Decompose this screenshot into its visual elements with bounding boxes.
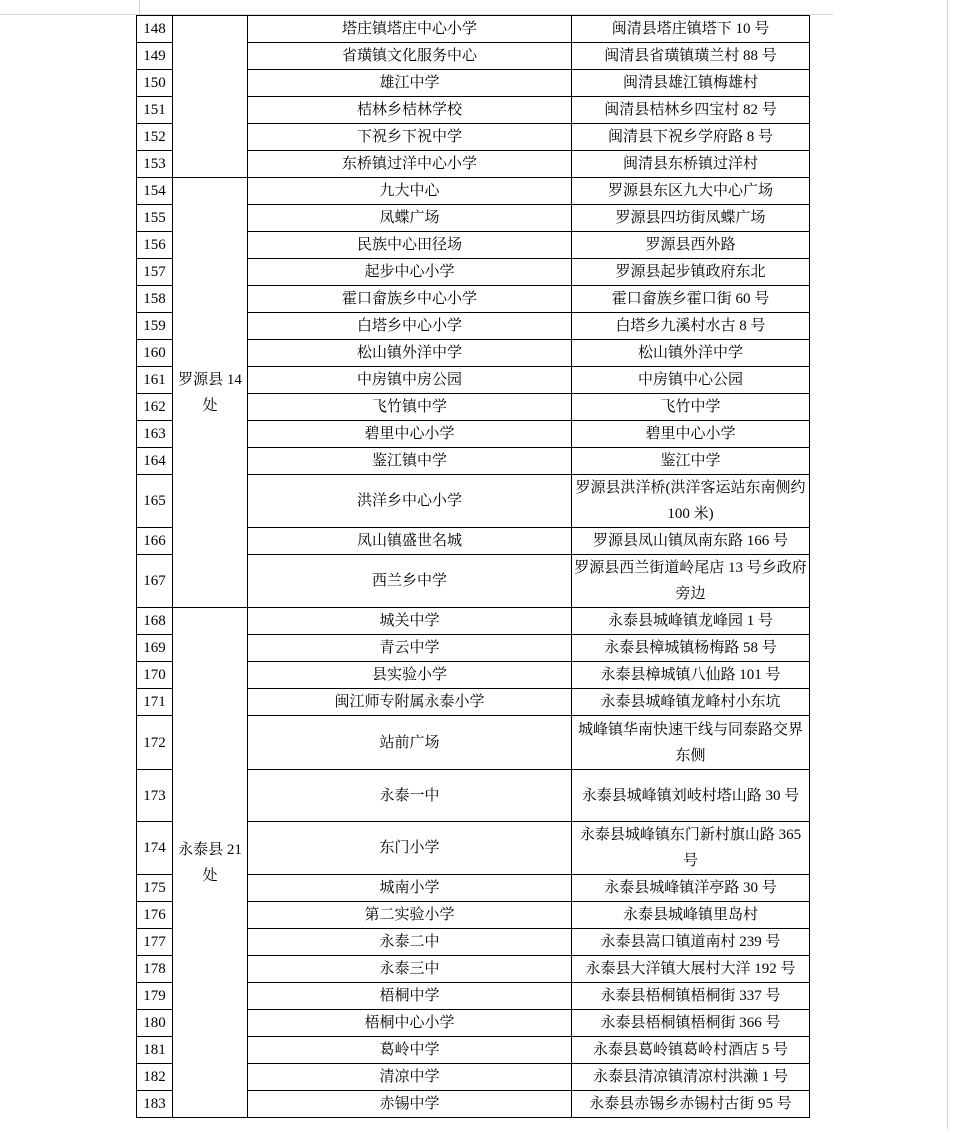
row-number-cell: 169	[137, 635, 173, 662]
site-name-cell: 赤锡中学	[248, 1091, 572, 1118]
address-cell: 永泰县大洋镇大展村大洋 192 号	[572, 956, 810, 983]
site-name-cell: 葛岭中学	[248, 1037, 572, 1064]
site-name-cell: 永泰二中	[248, 929, 572, 956]
row-number-cell: 149	[137, 43, 173, 70]
row-number-cell: 162	[137, 394, 173, 421]
site-name-cell: 县实验小学	[248, 662, 572, 689]
address-cell: 罗源县西兰街道岭尾店 13 号乡政府旁边	[572, 555, 810, 608]
site-name-cell: 松山镇外洋中学	[248, 340, 572, 367]
address-cell: 永泰县樟城镇八仙路 101 号	[572, 662, 810, 689]
row-number-cell: 151	[137, 97, 173, 124]
address-cell: 中房镇中心公园	[572, 367, 810, 394]
row-number-cell: 175	[137, 875, 173, 902]
row-number-cell: 167	[137, 555, 173, 608]
address-cell: 永泰县城峰镇刘岐村塔山路 30 号	[572, 770, 810, 822]
site-name-cell: 梧桐中学	[248, 983, 572, 1010]
address-cell: 碧里中心小学	[572, 421, 810, 448]
address-cell: 永泰县城峰镇洋亭路 30 号	[572, 875, 810, 902]
address-cell: 霍口畲族乡霍口街 60 号	[572, 286, 810, 313]
row-number-cell: 163	[137, 421, 173, 448]
site-name-cell: 清凉中学	[248, 1064, 572, 1091]
row-number-cell: 150	[137, 70, 173, 97]
row-number-cell: 166	[137, 528, 173, 555]
site-name-cell: 永泰一中	[248, 770, 572, 822]
row-number-cell: 172	[137, 716, 173, 770]
address-cell: 永泰县城峰镇里岛村	[572, 902, 810, 929]
address-cell: 永泰县城峰镇龙峰村小东坑	[572, 689, 810, 716]
address-cell: 罗源县四坊街凤蝶广场	[572, 205, 810, 232]
site-name-cell: 鉴江镇中学	[248, 448, 572, 475]
row-number-cell: 173	[137, 770, 173, 822]
row-number-cell: 154	[137, 178, 173, 205]
county-group-2	[137, 608, 810, 1118]
address-cell: 永泰县城峰镇东门新村旗山路 365 号	[572, 822, 810, 875]
site-name-cell: 省璜镇文化服务中心	[248, 43, 572, 70]
row-number-cell: 160	[137, 340, 173, 367]
row-number-cell: 176	[137, 902, 173, 929]
address-cell: 罗源县洪洋桥(洪洋客运站东南侧约 100 米)	[572, 475, 810, 528]
site-name-cell: 城关中学	[248, 608, 572, 635]
address-cell: 永泰县梧桐镇梧桐街 366 号	[572, 1010, 810, 1037]
address-cell: 鉴江中学	[572, 448, 810, 475]
row-number-cell: 177	[137, 929, 173, 956]
row-number-cell: 181	[137, 1037, 173, 1064]
row-number-cell: 161	[137, 367, 173, 394]
sites-table	[136, 15, 810, 1118]
row-number-cell: 157	[137, 259, 173, 286]
site-name-cell: 东门小学	[248, 822, 572, 875]
address-cell: 闽清县塔庄镇塔下 10 号	[572, 16, 810, 43]
gridline-artifact-tick	[139, 0, 140, 14]
site-name-cell: 永泰三中	[248, 956, 572, 983]
row-number-cell: 180	[137, 1010, 173, 1037]
site-name-cell: 白塔乡中心小学	[248, 313, 572, 340]
row-number-cell: 178	[137, 956, 173, 983]
site-name-cell: 凤蝶广场	[248, 205, 572, 232]
address-cell: 永泰县清凉镇清凉村洪濑 1 号	[572, 1064, 810, 1091]
site-name-cell: 桔林乡桔林学校	[248, 97, 572, 124]
site-name-cell: 碧里中心小学	[248, 421, 572, 448]
address-cell: 永泰县城峰镇龙峰园 1 号	[572, 608, 810, 635]
row-number-cell: 183	[137, 1091, 173, 1118]
site-name-cell: 九大中心	[248, 178, 572, 205]
address-cell: 闽清县东桥镇过洋村	[572, 151, 810, 178]
row-number-cell: 156	[137, 232, 173, 259]
address-cell: 永泰县赤锡乡赤锡村古街 95 号	[572, 1091, 810, 1118]
site-name-cell: 凤山镇盛世名城	[248, 528, 572, 555]
address-cell: 闽清县桔林乡四宝村 82 号	[572, 97, 810, 124]
site-name-cell: 闽江师专附属永泰小学	[248, 689, 572, 716]
row-number-cell: 159	[137, 313, 173, 340]
site-name-cell: 雄江中学	[248, 70, 572, 97]
row-number-cell: 164	[137, 448, 173, 475]
table-row	[137, 608, 810, 635]
address-cell: 闽清县雄江镇梅雄村	[572, 70, 810, 97]
county-group-cell: 罗源县 14 处	[173, 178, 248, 608]
table-row	[137, 16, 810, 43]
row-number-cell: 158	[137, 286, 173, 313]
site-name-cell: 西兰乡中学	[248, 555, 572, 608]
row-number-cell: 168	[137, 608, 173, 635]
site-name-cell: 下祝乡下祝中学	[248, 124, 572, 151]
address-cell: 罗源县东区九大中心广场	[572, 178, 810, 205]
address-cell: 永泰县樟城镇杨梅路 58 号	[572, 635, 810, 662]
site-name-cell: 飞竹镇中学	[248, 394, 572, 421]
site-name-cell: 青云中学	[248, 635, 572, 662]
site-name-cell: 站前广场	[248, 716, 572, 770]
site-name-cell: 梧桐中心小学	[248, 1010, 572, 1037]
site-name-cell: 民族中心田径场	[248, 232, 572, 259]
address-cell: 白塔乡九溪村水古 8 号	[572, 313, 810, 340]
site-name-cell: 起步中心小学	[248, 259, 572, 286]
address-cell: 闽清县省璜镇璜兰村 88 号	[572, 43, 810, 70]
row-number-cell: 182	[137, 1064, 173, 1091]
address-cell: 松山镇外洋中学	[572, 340, 810, 367]
address-cell: 罗源县起步镇政府东北	[572, 259, 810, 286]
site-name-cell: 洪洋乡中心小学	[248, 475, 572, 528]
site-name-cell: 城南小学	[248, 875, 572, 902]
site-name-cell: 霍口畲族乡中心小学	[248, 286, 572, 313]
gridline-artifact-right	[947, 0, 948, 1129]
address-cell: 罗源县西外路	[572, 232, 810, 259]
address-cell: 永泰县嵩口镇道南村 239 号	[572, 929, 810, 956]
county-group-1	[137, 178, 810, 608]
site-name-cell: 第二实验小学	[248, 902, 572, 929]
row-number-cell: 171	[137, 689, 173, 716]
row-number-cell: 174	[137, 822, 173, 875]
address-cell: 罗源县凤山镇凤南东路 166 号	[572, 528, 810, 555]
site-name-cell: 塔庄镇塔庄中心小学	[248, 16, 572, 43]
address-cell: 城峰镇华南快速干线与同泰路交界东侧	[572, 716, 810, 770]
county-group-cell: 永泰县 21 处	[173, 608, 248, 1118]
address-cell: 永泰县葛岭镇葛岭村酒店 5 号	[572, 1037, 810, 1064]
site-name-cell: 中房镇中房公园	[248, 367, 572, 394]
row-number-cell: 152	[137, 124, 173, 151]
site-name-cell: 东桥镇过洋中心小学	[248, 151, 572, 178]
county-group-0	[137, 16, 810, 178]
address-cell: 飞竹中学	[572, 394, 810, 421]
table-row	[137, 178, 810, 205]
row-number-cell: 148	[137, 16, 173, 43]
row-number-cell: 153	[137, 151, 173, 178]
row-number-cell: 165	[137, 475, 173, 528]
row-number-cell: 179	[137, 983, 173, 1010]
address-cell: 闽清县下祝乡学府路 8 号	[572, 124, 810, 151]
county-group-cell	[173, 16, 248, 178]
row-number-cell: 170	[137, 662, 173, 689]
address-cell: 永泰县梧桐镇梧桐街 337 号	[572, 983, 810, 1010]
row-number-cell: 155	[137, 205, 173, 232]
